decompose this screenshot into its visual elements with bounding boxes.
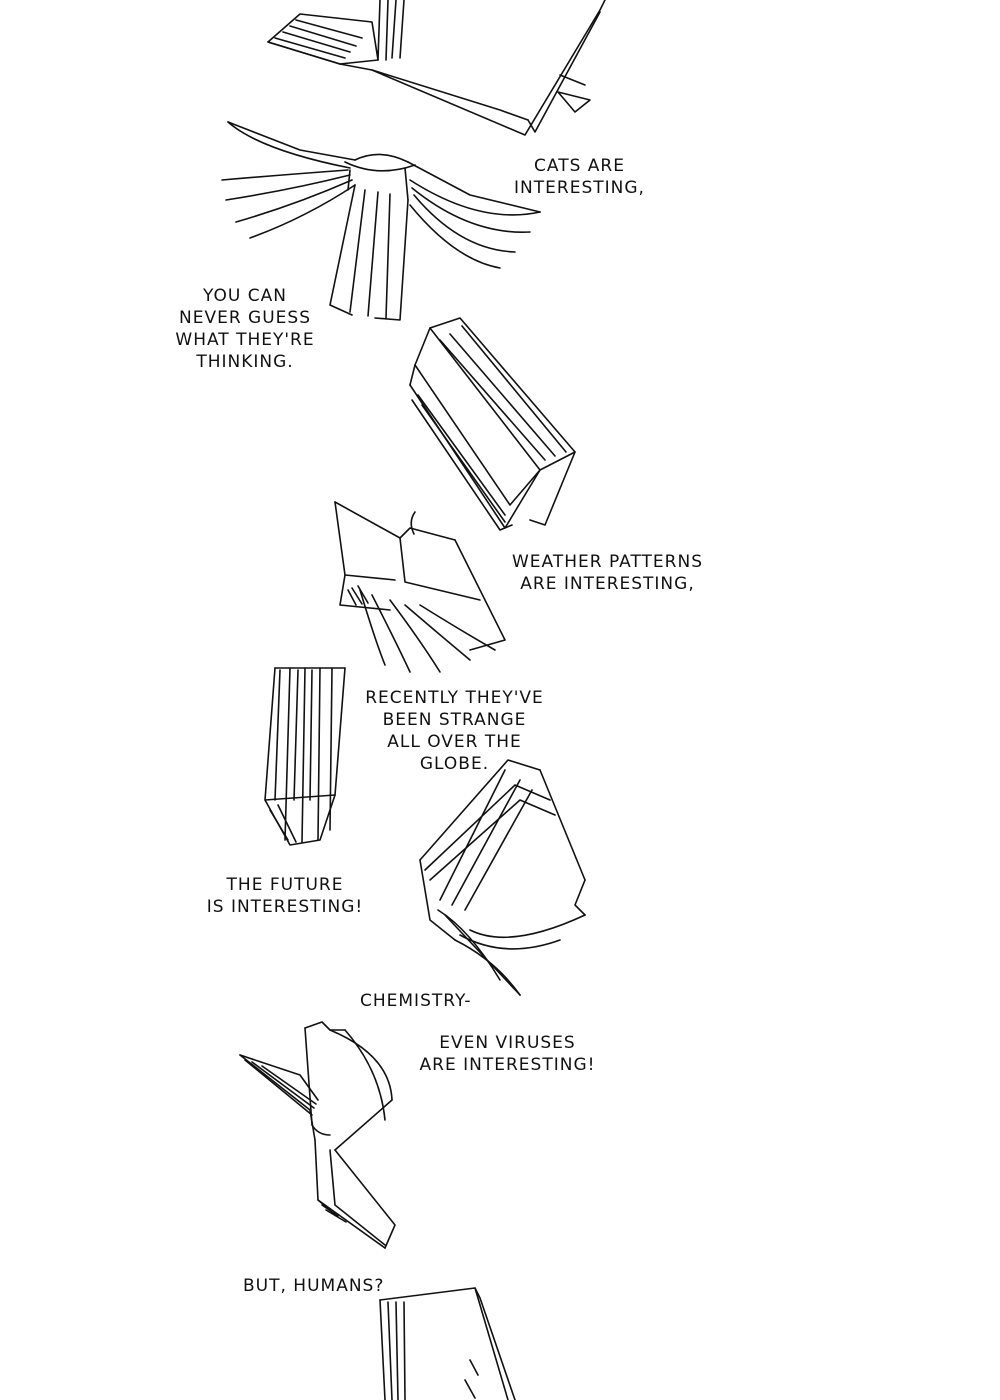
- caption-line: ARE INTERESTING!: [419, 1055, 596, 1075]
- caption-line: INTERESTING,: [514, 178, 645, 198]
- caption-cats-thinking: [165, 285, 325, 373]
- caption-line: CATS ARE: [534, 156, 625, 176]
- caption-chemistry: [360, 990, 510, 1012]
- caption-line: WEATHER PATTERNS: [512, 552, 703, 572]
- caption-line: GLOBE.: [419, 754, 490, 774]
- falling-book-1: [268, 0, 605, 135]
- falling-book-3: [410, 318, 575, 530]
- caption-line: ALL OVER THE: [387, 732, 522, 752]
- caption-line: RECENTLY THEY'VE: [365, 688, 544, 708]
- caption-line: CHEMISTRY-: [360, 991, 472, 1011]
- caption-cats-interesting: [512, 155, 647, 199]
- caption-line: BEEN STRANGE: [382, 710, 527, 730]
- caption-viruses: [410, 1032, 605, 1076]
- caption-weather-strange: [352, 687, 557, 775]
- falling-book-6: [420, 760, 585, 995]
- falling-book-7: [240, 1022, 395, 1248]
- falling-book-4: [335, 502, 505, 672]
- caption-line: THE FUTURE: [226, 875, 344, 895]
- caption-line: EVEN VIRUSES: [439, 1033, 576, 1053]
- caption-line: IS INTERESTING!: [206, 897, 364, 917]
- caption-line: NEVER GUESS: [179, 308, 311, 328]
- caption-line: BUT, HUMANS?: [243, 1276, 385, 1296]
- falling-book-8: [380, 1288, 515, 1400]
- falling-book-5: [265, 668, 345, 845]
- caption-weather-interesting: [495, 551, 720, 595]
- caption-line: THINKING.: [196, 352, 294, 372]
- caption-line: YOU CAN: [203, 286, 287, 306]
- caption-line: ARE INTERESTING,: [520, 574, 695, 594]
- caption-line: WHAT THEY'RE: [175, 330, 315, 350]
- caption-humans: [243, 1275, 413, 1297]
- caption-future: [205, 874, 365, 918]
